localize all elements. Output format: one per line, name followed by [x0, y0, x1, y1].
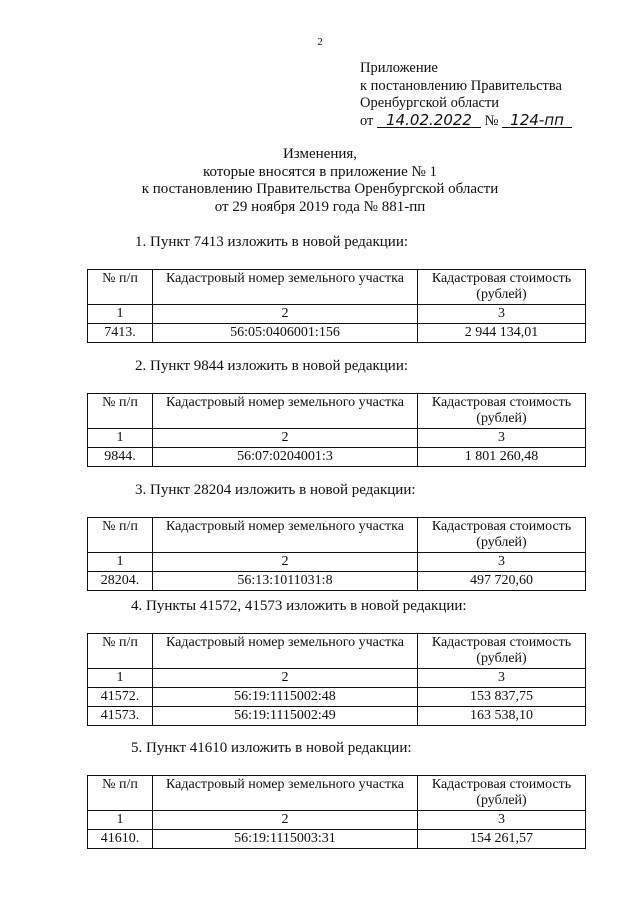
header-row: [88, 518, 586, 553]
row-number: 41573.: [88, 707, 153, 726]
header-number: № п/п: [88, 634, 153, 669]
column-number-row: [88, 811, 586, 830]
section-5: [87, 740, 582, 849]
title-line-2: которые вносятся в приложение № 1: [202, 163, 438, 180]
section-2: [87, 358, 582, 467]
row-cadastral-cost: 497 720,60: [418, 572, 586, 591]
table-row: [88, 448, 586, 467]
column-index-3: 3: [418, 305, 586, 324]
appendix-line-3: Оренбургской области: [360, 95, 500, 111]
section-4: [87, 598, 582, 726]
column-index-3: 3: [418, 669, 586, 688]
row-cadastral-cost: 2 944 134,01: [418, 324, 586, 343]
header-cadastral-cost: Кадастровая стоимость (рублей): [418, 270, 586, 305]
header-cadastral-number: Кадастровый номер земельного участка: [153, 270, 418, 305]
header-number: № п/п: [88, 518, 153, 553]
handwritten-number: 124-пп: [502, 113, 572, 128]
cadastral-table: [87, 393, 586, 467]
row-cadastral-number: 56:13:1011031:8: [153, 572, 418, 591]
row-cadastral-number: 56:05:0406001:156: [153, 324, 418, 343]
column-index-1: 1: [88, 811, 153, 830]
row-cadastral-cost: 153 837,75: [418, 688, 586, 707]
row-cadastral-number: 56:19:1115002:49: [153, 707, 418, 726]
appendix-line-1: Приложение: [360, 60, 438, 76]
column-index-3: 3: [418, 811, 586, 830]
table-row: [88, 707, 586, 726]
header-row: [88, 634, 586, 669]
table-row: [88, 572, 586, 591]
table-row: [88, 688, 586, 707]
header-row: [88, 270, 586, 305]
header-cadastral-cost: Кадастровая стоимость (рублей): [418, 518, 586, 553]
header-cadastral-number: Кадастровый номер земельного участка: [153, 518, 418, 553]
cadastral-table: [87, 633, 586, 726]
number-label: №: [484, 112, 499, 129]
header-number: № п/п: [88, 394, 153, 429]
cadastral-table: [87, 269, 586, 343]
column-index-1: 1: [88, 669, 153, 688]
row-number: 41572.: [88, 688, 153, 707]
section-3: [87, 482, 582, 591]
header-cadastral-cost: Кадастровая стоимость (рублей): [418, 776, 586, 811]
header-number: № п/п: [88, 270, 153, 305]
column-index-1: 1: [88, 553, 153, 572]
section-1: [87, 234, 582, 343]
column-number-row: [88, 553, 586, 572]
title-line-3: к постановлению Правительства Оренбургской области: [141, 181, 499, 197]
row-cadastral-cost: 154 261,57: [418, 830, 586, 849]
row-cadastral-cost: 163 538,10: [418, 707, 586, 726]
column-index-2: 2: [153, 305, 418, 324]
section-heading: 2. Пункт 9844 изложить в новой редакции:: [135, 358, 409, 374]
column-number-row: [88, 669, 586, 688]
appendix-block: [360, 60, 572, 130]
cadastral-table: [87, 517, 586, 591]
row-number: 41610.: [88, 830, 153, 849]
row-cadastral-number: 56:07:0204001:3: [153, 448, 418, 467]
row-number: 7413.: [88, 324, 153, 343]
column-index-2: 2: [153, 669, 418, 688]
page-number: 2: [317, 36, 323, 48]
header-cadastral-cost: Кадастровая стоимость (рублей): [418, 394, 586, 429]
column-index-1: 1: [88, 429, 153, 448]
column-number-row: [88, 429, 586, 448]
header-cadastral-cost: Кадастровая стоимость (рублей): [418, 634, 586, 669]
title-line-4: от 29 ноября 2019 года № 881-пп: [214, 198, 426, 215]
section-heading: 1. Пункт 7413 изложить в новой редакции:: [135, 234, 409, 250]
header-cadastral-number: Кадастровый номер земельного участка: [153, 776, 418, 811]
header-row: [88, 394, 586, 429]
header-row: [88, 776, 586, 811]
column-index-3: 3: [418, 553, 586, 572]
row-cadastral-cost: 1 801 260,48: [418, 448, 586, 467]
header-number: № п/п: [88, 776, 153, 811]
section-heading: 5. Пункт 41610 изложить в новой редакции:: [131, 740, 412, 756]
handwritten-date: 14.02.2022: [377, 113, 481, 128]
column-index-2: 2: [153, 429, 418, 448]
column-index-1: 1: [88, 305, 153, 324]
row-cadastral-number: 56:19:1115003:31: [153, 830, 418, 849]
section-heading: 3. Пункт 28204 изложить в новой редакции:: [135, 482, 416, 498]
row-cadastral-number: 56:19:1115002:48: [153, 688, 418, 707]
appendix-line-2: к постановлению Правительства: [360, 77, 562, 94]
header-cadastral-number: Кадастровый номер земельного участка: [153, 634, 418, 669]
header-cadastral-number: Кадастровый номер земельного участка: [153, 394, 418, 429]
column-index-2: 2: [153, 811, 418, 830]
column-number-row: [88, 305, 586, 324]
title-line-1: Изменения,: [282, 146, 358, 162]
table-row: [88, 324, 586, 343]
from-label: от: [360, 112, 374, 129]
appendix-date-line: [360, 110, 572, 131]
row-number: 28204.: [88, 572, 153, 591]
row-number: 9844.: [88, 448, 153, 467]
table-row: [88, 830, 586, 849]
column-index-2: 2: [153, 553, 418, 572]
column-index-3: 3: [418, 429, 586, 448]
cadastral-table: [87, 775, 586, 849]
section-heading: 4. Пункты 41572, 41573 изложить в новой редакции:: [131, 598, 467, 614]
document-title: [0, 146, 640, 216]
